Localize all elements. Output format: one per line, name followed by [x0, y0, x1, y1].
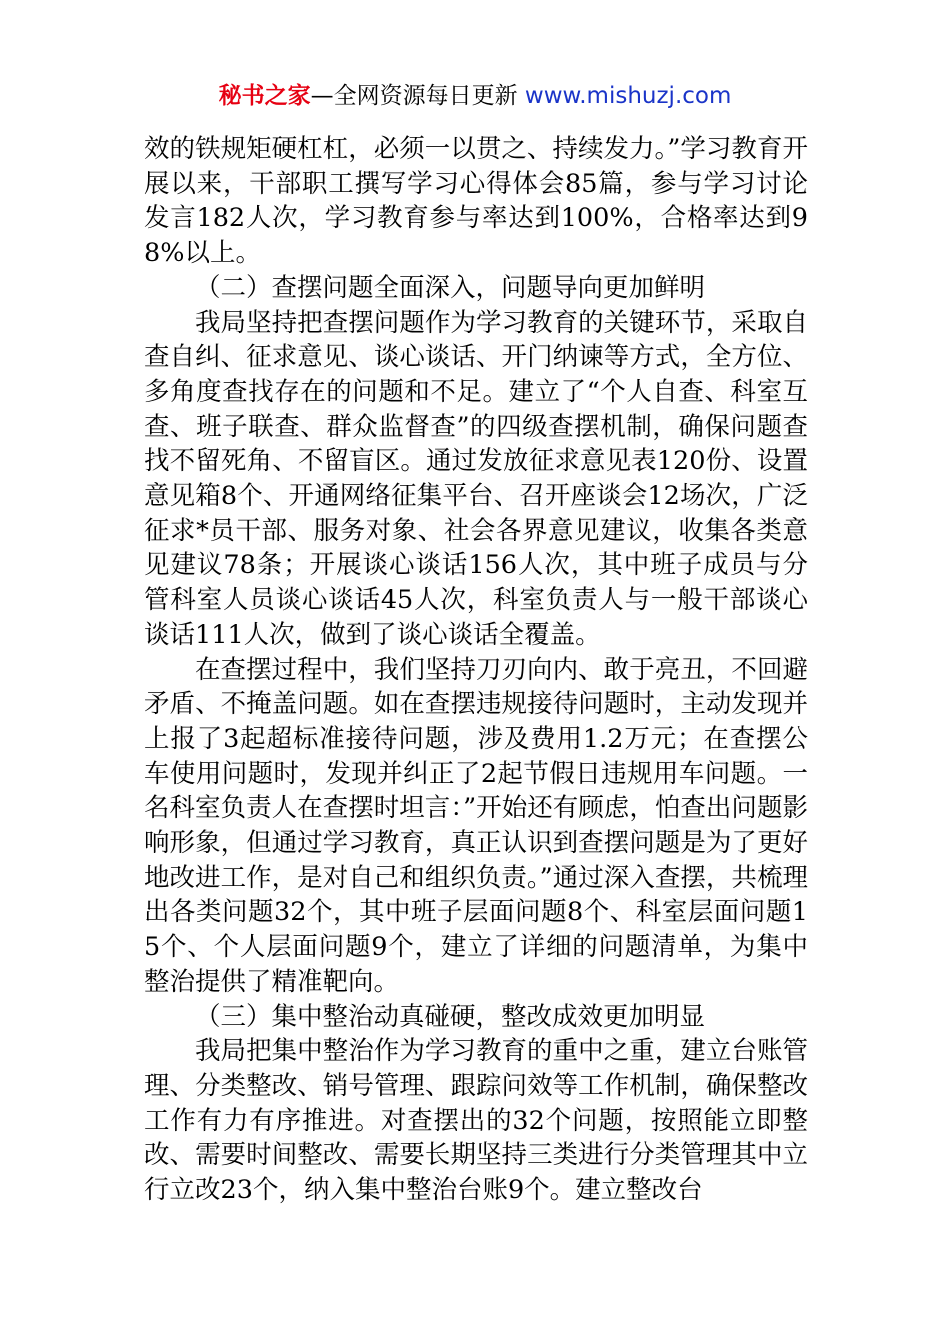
section-heading-3: （三）集中整治动真碰硬，整改成效更加明显	[195, 1001, 706, 1032]
site-header	[0, 80, 950, 112]
paragraph: 在查摆过程中，我们坚持刀刃向内、敢于亮丑，不回避矛盾、不掩盖问题。如在查摆违规接待问题时，主动发现并上报了3起超标准接待问题，涉及费用1.2万元；在查摆公车使用问题时，发现并纠正了2起节假日违规用车问题。一名科室负责人在查摆时坦言：”开始还有顾虑，怕查出问题影响形象，但通过学习教育，真正认识到查摆问题是为了更好地改进工作，是对自己和组织负责。”通过深入查摆，共梳理出各类问题32个，其中班子层面问题8个、科室层面问题15个、个人层面问题9个，建立了详细的问题清单，为集中整治提供了精准靶向。	[144, 654, 808, 997]
document-body	[144, 132, 808, 1208]
paragraph: 我局坚持把查摆问题作为学习教育的关键环节，采取自查自纠、征求意见、谈心谈话、开门纳谏等方式，全方位、多角度查找存在的问题和不足。建立了“个人自查、科室互查、班子联查、群众监督查”的四级查摆机制，确保问题查找不留死角、不留盲区。通过发放征求意见表120份、设置意见箱8个、开通网络征集平台、召开座谈会12场次，广泛征求*员干部、服务对象、社会各界意见建议，收集各类意见建议78条；开展谈心谈话156人次，其中班子成员与分管科室人员谈心谈话45人次，科室负责人与一般干部谈心谈话111人次，做到了谈心谈话全覆盖。	[144, 307, 808, 650]
header-dash: —	[310, 83, 334, 109]
site-url-link[interactable]: www.mishuzj.com	[524, 83, 732, 109]
paragraph-continued: 效的铁规矩硬杠杠，必须一以贯之、持续发力。”学习教育开展以来，干部职工撰写学习心得体会85篇，参与学习讨论发言182人次，学习教育参与率达到100%，合格率达到98%以上。	[144, 134, 808, 269]
paragraph: 我局把集中整治作为学习教育的重中之重，建立台账管理、分类整改、销号管理、跟踪问效等工作机制，确保整改工作有力有序推进。对查摆出的32个问题，按照能立即整改、需要时间整改、需要长期坚持三类进行分类管理其中立行立改23个，纳入集中整治台账9个。建立整改台	[144, 1036, 808, 1206]
header-tagline: 全网资源每日更新	[333, 83, 518, 109]
brand-name: 秘书之家	[218, 83, 311, 109]
section-heading-2: （二）查摆问题全面深入，问题导向更加鲜明	[195, 272, 706, 303]
